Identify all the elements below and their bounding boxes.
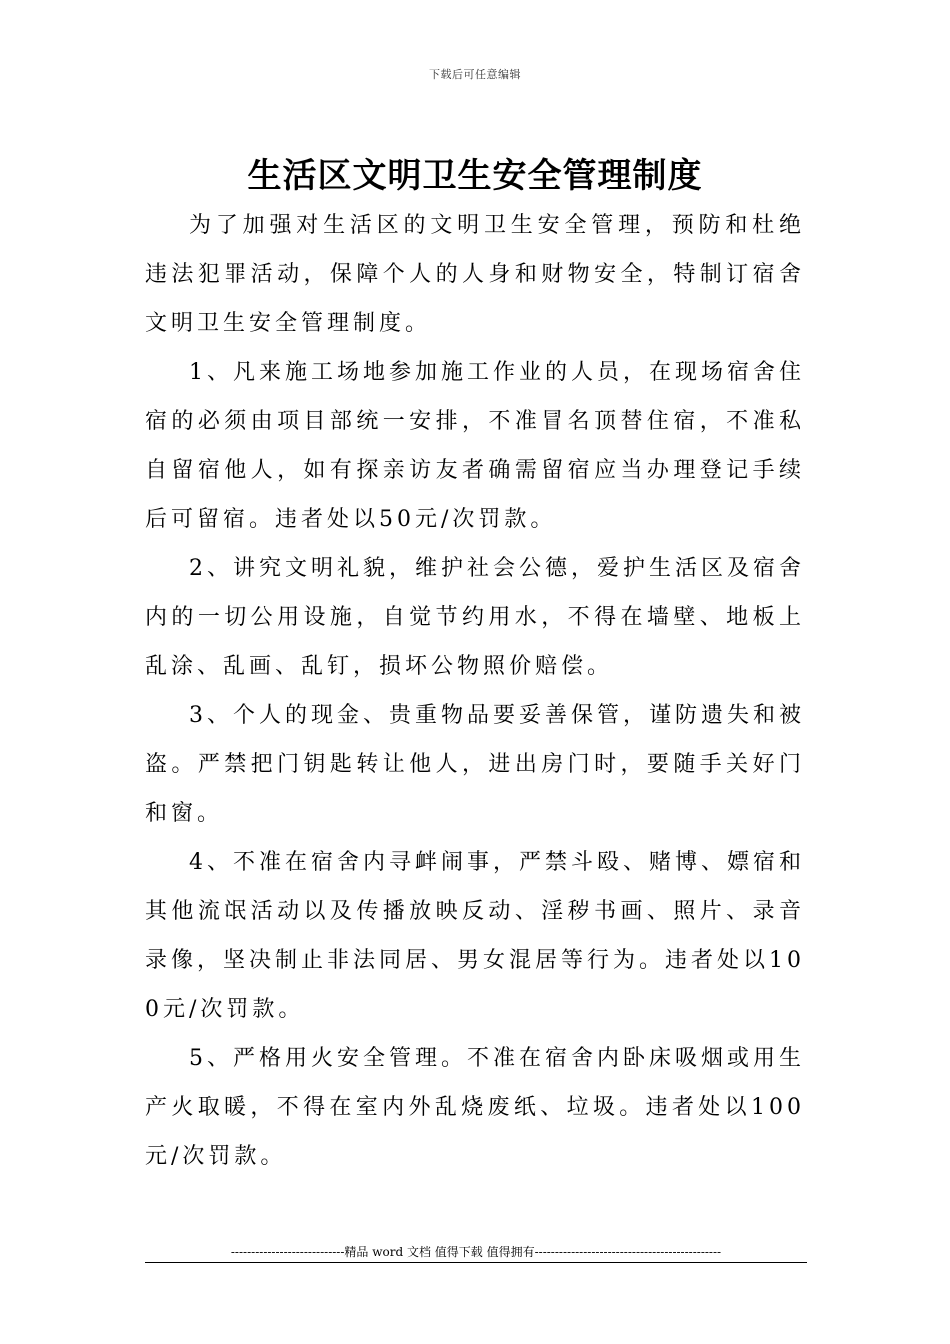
rule-4-paragraph: 4、不准在宿舍内寻衅闹事，严禁斗殴、赌博、嫖宿和其他流氓活动以及传播放映反动、淫秽书画、照片、录音录像，坚决制止非法同居、男女混居等行为。违者处以100元/次罚款。	[145, 850, 805, 1022]
rule-5-paragraph: 5、严格用火安全管理。不准在宿舍内卧床吸烟或用生产火取暖，不得在室内外乱烧废纸、垃圾。违者处以100元/次罚款。	[145, 1046, 805, 1169]
intro-paragraph: 为了加强对生活区的文明卫生安全管理，预防和杜绝违法犯罪活动，保障个人的人身和财物安全，特制订宿舍文明卫生安全管理制度。	[145, 213, 805, 336]
document-title: 生活区文明卫生安全管理制度	[247, 156, 703, 196]
document-body	[145, 201, 805, 1181]
rule-3-paragraph: 3、个人的现金、贵重物品要妥善保管，谨防遗失和被盗。严禁把门钥匙转让他人，进出房门时，要随手关好门和窗。	[145, 703, 805, 826]
rule-1-paragraph: 1、凡来施工场地参加施工作业的人员，在现场宿舍住宿的必须由项目部统一安排，不准冒名顶替住宿，不准私自留宿他人，如有探亲访友者确需留宿应当办理登记手续后可留宿。违者处以50元/次罚款。	[145, 360, 805, 532]
rule-2-paragraph: 2、讲究文明礼貌，维护社会公德，爱护生活区及宿舍内的一切公用设施，自觉节约用水，不得在墙壁、地板上乱涂、乱画、乱钉，损坏公物照价赔偿。	[145, 556, 805, 679]
footer-text: ----------------------------精品 word 文档 值得下载 值得拥有----------------------------------------------	[230, 1245, 722, 1259]
header-note: 下载后可任意编辑	[429, 68, 521, 81]
footer-divider	[145, 1262, 807, 1263]
